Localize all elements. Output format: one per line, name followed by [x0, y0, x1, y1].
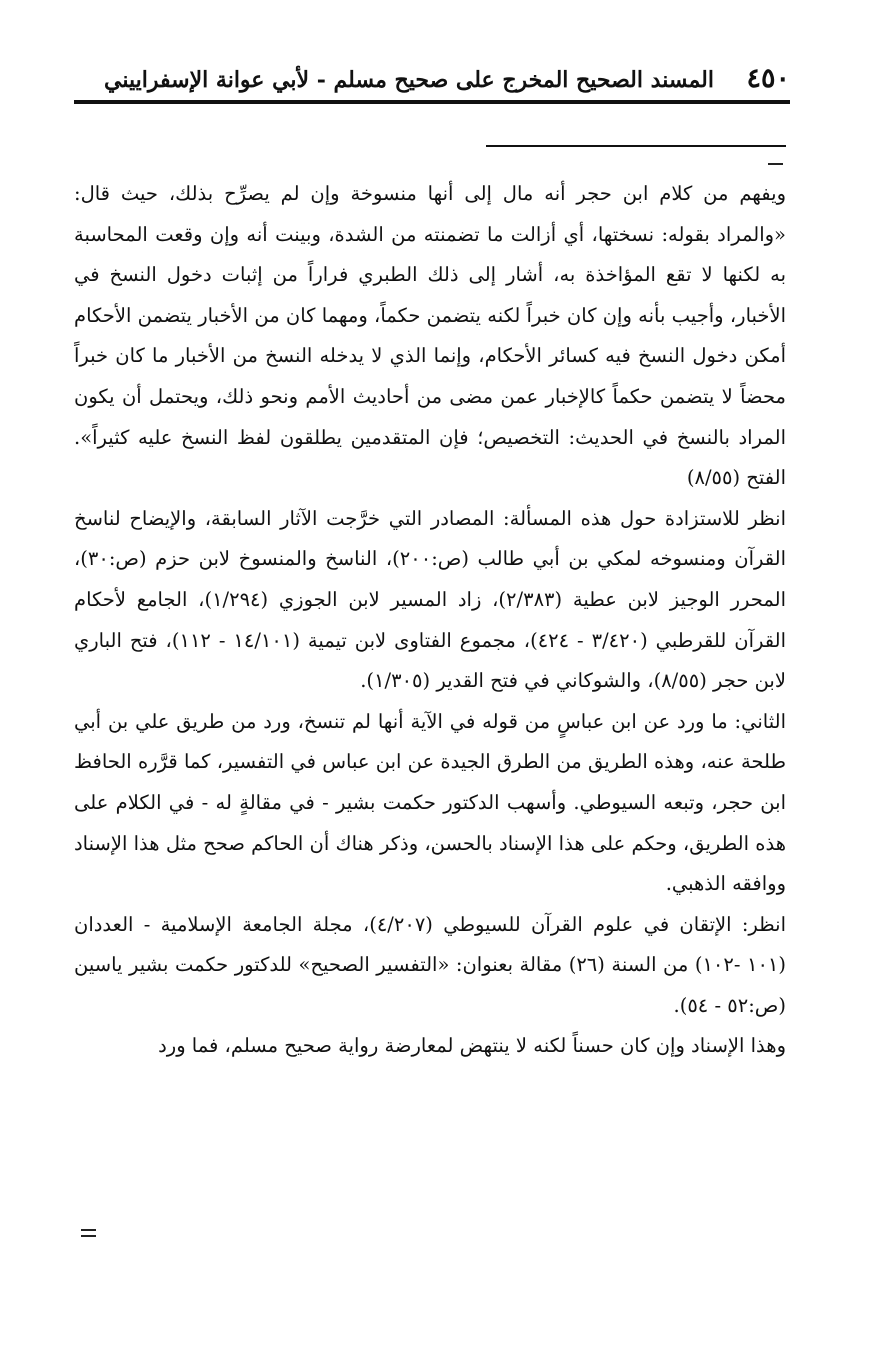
- footnote-paragraph: انظر: الإتقان في علوم القرآن للسيوطي (٤/٢٠٧)، مجلة الجامعة الإسلامية - العددان (١٠١ -١٠٢) من السنة (٢٦) مقالة بعنوان: «التفسير الصحيح» للدكتور حكمت بشير ياسين (ص:٥٢ - ٥٤).: [74, 912, 787, 1017]
- footnote-body: [74, 174, 786, 1067]
- running-title: المسند الصحيح المخرج على صحيح مسلم - لأبي عوانة الإسفراييني: [104, 67, 714, 93]
- page-number: ٤٥٠: [746, 63, 790, 94]
- footnote-paragraph: ويفهم من كلام ابن حجر أنه مال إلى أنها منسوخة وإن لم يصرِّح بذلك، حيث قال: «والمراد بقوله: نسختها، أي أزالت ما تضمنته من الشدة، وبينت أنه وإن وقعت المحاسبة به لكنها لا تقع المؤاخذة به، أشار إلى ذلك الطبري فراراً من إثبات دخول النسخ في الأخبار، وأجيب بأنه وإن كان خبراً لكنه يتضمن حكماً، ومهما كان من الأخبار يتضمن الأحكام أمكن دخول النسخ فيه كسائر الأحكام، وإنما الذي لا يدخله النسخ من الأخبار ما كان خبراً محضاً لا يتضمن حكماً كالإخبار عمن مضى من أحاديث الأمم ونحو ذلك، ويحتمل أن يكون المراد بالنسخ في الحديث: التخصيص؛ فإن المتقدمين يطلقون لفظ النسخ عليه كثيراً». الفتح (٨/٥٥): [74, 182, 786, 490]
- continuation-end-mark: [81, 1229, 96, 1231]
- footnote-paragraph: الثاني: ما ورد عن ابن عباسٍ من قوله في الآية أنها لم تنسخ، ورد من طريق علي بن أبي طلحة عنه، وهذه الطريق من الطرق الجيدة عن ابن عباس في التفسير، كما قرَّره الحافظ ابن حجر، وتبعه السيوطي. وأسهب الدكتور حكمت بشير - في مقالةٍ له - في الكلام على هذه الطريق، وحكم على هذا الإسناد بالحسن، وذكر هناك أن الحاكم صحح مثل هذا الإسناد ووافقه الذهبي.: [74, 709, 786, 896]
- footnote-paragraph: وهذا الإسناد وإن كان حسناً لكنه لا ينتهض لمعارضة رواية صحيح مسلم، فما ورد: [158, 1034, 786, 1058]
- footnote-paragraph: انظر للاستزادة حول هذه المسألة: المصادر التي خرَّجت الآثار السابقة، والإيضاح لناسخ القرآن ومنسوخه لمكي بن أبي طالب (ص:٢٠٠)، الناسخ والمنسوخ لابن حزم (ص:٣٠)، المحرر الوجيز لابن عطية (٢/٣٨٣)، زاد المسير لابن الجوزي (١/٢٩٤)، الجامع لأحكام القرآن للقرطبي (٣/٤٢٠ - ٤٢٤)، مجموع الفتاوى لابن تيمية (١٤/١٠١ - ١١٢)، فتح الباري لابن حجر (٨/٥٥)، والشوكاني في فتح القدير (١/٣٠٥).: [74, 506, 787, 693]
- footnote-separator: [486, 145, 786, 147]
- continuation-mark: [768, 163, 783, 165]
- page-header: [74, 62, 790, 102]
- continuation-end-mark: [81, 1235, 96, 1237]
- header-rule: [74, 100, 790, 104]
